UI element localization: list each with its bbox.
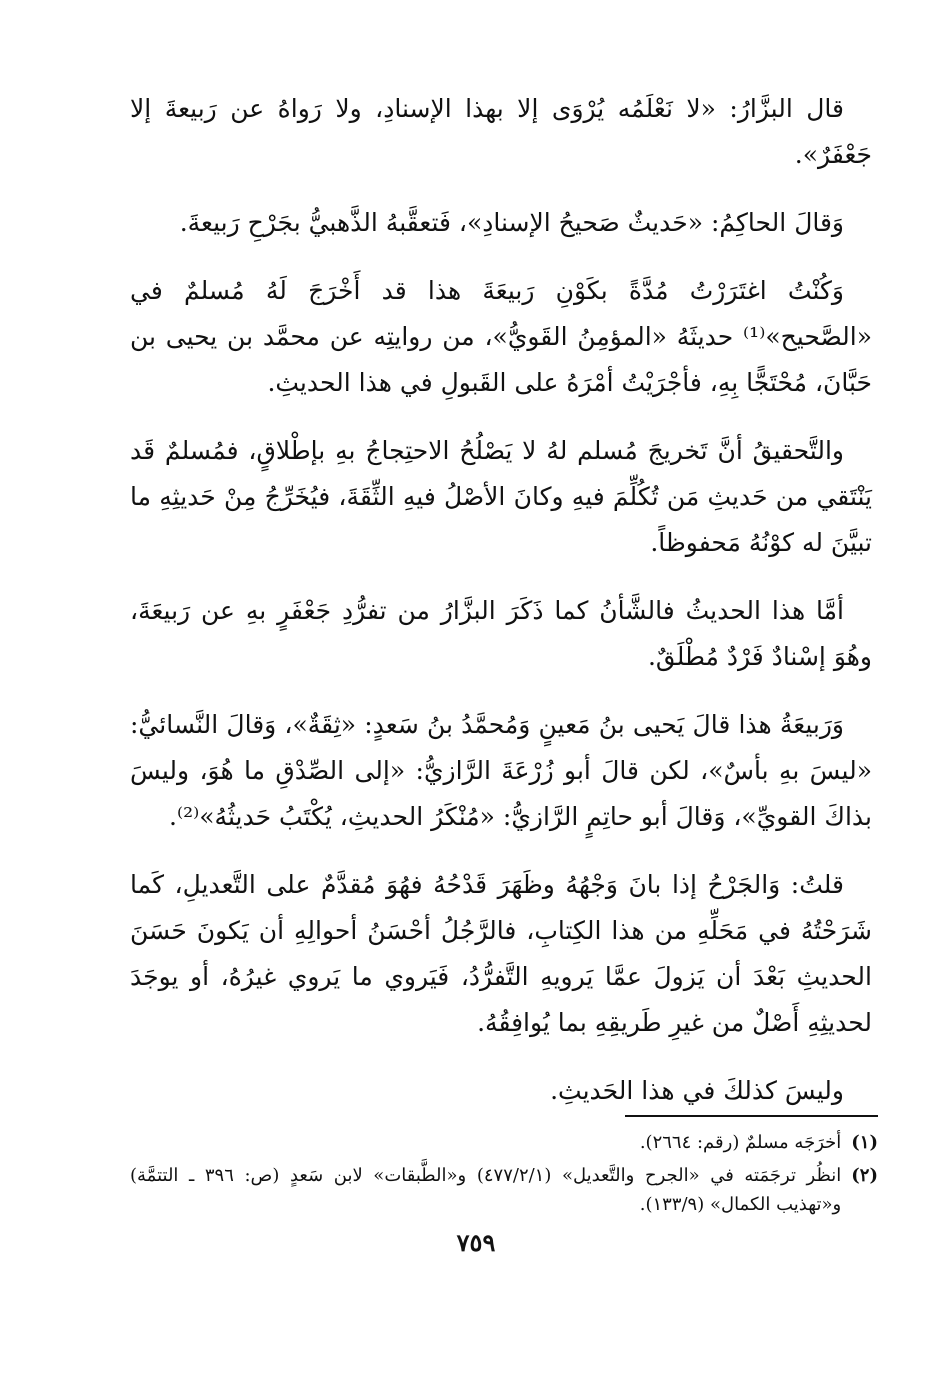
footnote-number: (٢) <box>851 1165 878 1186</box>
paragraph-isolated-chain: أمَّا هذا الحديثُ فالشَّأنُ كما ذَكَرَ البزَّارُ من تفرُّدِ جَعْفَرٍ بهِ عن رَبيعَةَ، وهُوَ إسْنادٌ فَرْدٌ مُطْلَقٌ. <box>130 596 872 671</box>
paragraph-conclusion: وليسَ كذلكَ في هذا الحَديثِ. <box>550 1076 844 1105</box>
footnote-text: أخرَجَه مسلمٌ (رقم: ٢٦٦٤). <box>639 1132 842 1153</box>
paragraph-author-comment: قلتُ: وَالجَرْحُ إذا بانَ وَجْهُهُ وظَهَرَ قَدْحُهُ فهُوَ مُقدَّمٌ على التَّعديلِ، كَما شَرَحْتُهُ في مَحَلِّهِ من هذا الكِتابِ، فالرَّجُلُ أحْسَنُ أحوالِهِ أن يَكونَ حَسَنَ الحديثِ بَعْدَ أن يَزولَ عمَّا يَرويهِ التَّفرُّدُ، فَيَروي ما يَروي غيرُهُ، أو يوجَدَ لحديثِهِ أَصْلٌ من غيرِ طَريقِهِ بما يُوافِقُهُ. <box>130 870 872 1037</box>
paragraph-hakim-quote: وَقالَ الحاكِمُ: «حَديثٌ صَحيحُ الإسنادِ»، فَتعقَّبهُ الذَّهبيُّ بجَرْحِ رَبيعةَ. <box>179 208 844 237</box>
paragraph-bazzar-quote: قال البزَّارُ: «لا نَعْلَمُه يُرْوَى إلا بهذا الإسنادِ، ولا رَواهُ عن رَبيعةَ إلا جَعْفَرٌ». <box>130 94 872 169</box>
footnotes <box>130 1128 878 1223</box>
footnote-divider <box>625 1115 878 1117</box>
paragraph-verification: والتَّحقيقُ أنَّ تَخريجَ مُسلم لهُ لا يَصْلُحُ الاحتِجاجُ بهِ بإطْلاقٍ، فمُسلمٌ قَد يَنْتَقي من حَديثِ مَن تُكُلِّمَ فيهِ وكانَ الأصْلُ فيهِ الثِّقَةَ، فيُخَرِّجُ مِنْ حَديثِهِ ما تبيَّنَ له كوْنُهُ مَحفوظاً. <box>130 436 872 557</box>
footnote-number: (١) <box>851 1132 878 1153</box>
page-number: ٧٥٩ <box>456 1228 496 1257</box>
footnote-item <box>130 1161 878 1219</box>
main-text <box>130 86 872 1136</box>
footnote-item <box>130 1128 878 1157</box>
paragraph-muslim-narration: وَكُنْتُ اغتَرَرْتُ مُدَّةً بكَوْنِ رَبيعَةَ هذا قد أَخْرَجَ لَهُ مُسلمٌ في «الصَّحيح»⁽¹⁾ حديثَهُ «المؤمِنُ القَويُّ»، من روايتِه عن محمَّد بن يحيى بن حَبَّانَ، مُحْتَجًّا بِهِ، فأجْرَيْتُ أمْرَهُ على القَبولِ في هذا الحديثِ. <box>130 276 872 397</box>
footnote-text: انظُر ترجَمَته في «الجرح والتَّعديل» (٤٧٧/٢/١) و«الطَّبقات» لابن سَعدٍ (ص: ٣٩٦ ـ التتمَّة) و«تهذيب الكمال» (١٣٣/٩). <box>130 1165 842 1215</box>
paragraph-rabia-grading: وَرَبيعَةُ هذا قالَ يَحيى بنُ مَعينٍ وَمُحمَّدُ بنُ سَعدٍ: «ثِقَةٌ»، وَقالَ النَّسائيُّ: «ليسَ بهِ بأسٌ»، لكن قالَ أبو زُرْعَةَ الرَّازيُّ: «إلى الصِّدْقِ ما هُوَ، وليسَ بذاكَ القويِّ»، وَقالَ أبو حاتِمٍ الرَّازيُّ: «مُنْكَرُ الحديثِ، يُكْتَبُ حَديثُهُ»⁽²⁾. <box>130 710 872 831</box>
